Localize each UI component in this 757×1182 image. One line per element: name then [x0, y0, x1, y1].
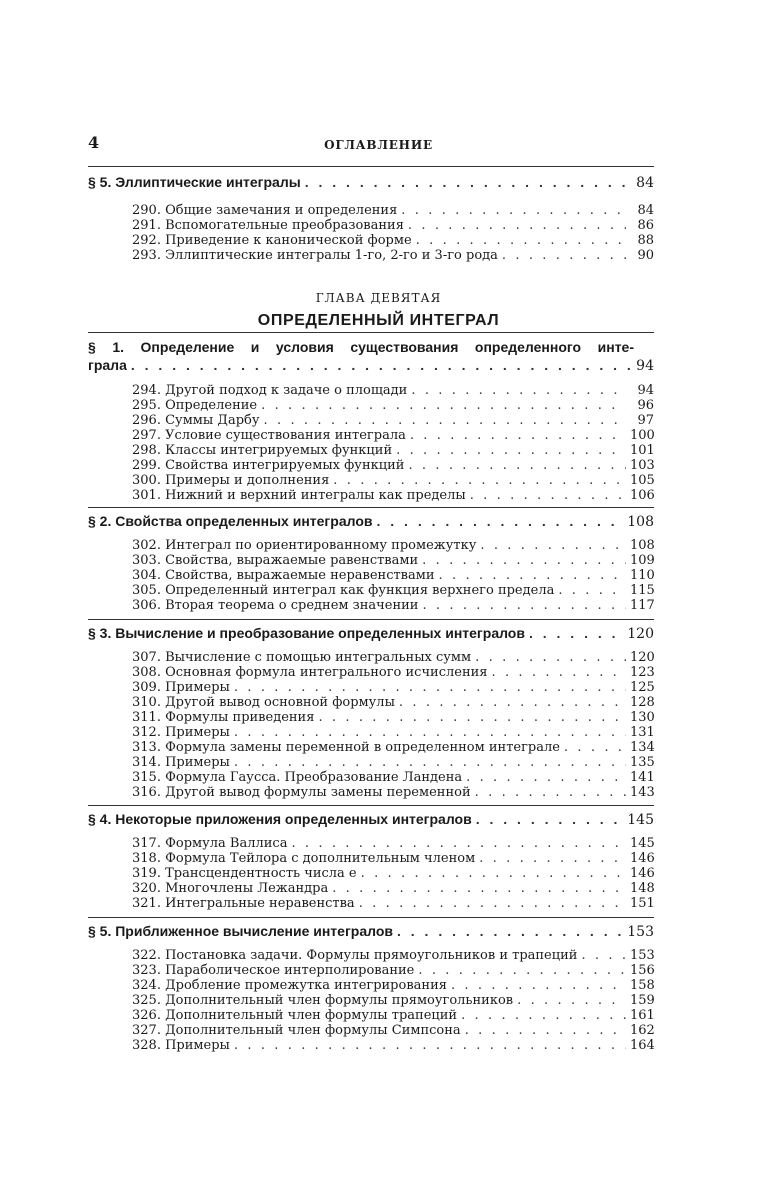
- toc-entry[interactable]: [132, 836, 654, 851]
- entry-page: 151: [630, 896, 655, 911]
- entry-number: 303.: [132, 553, 161, 568]
- entry-title: Другой вывод формулы замены переменной: [165, 785, 471, 800]
- entry-title: Интеграл по ориентированному промежутку: [165, 538, 477, 553]
- dot-leader: [461, 1008, 626, 1023]
- toc-entry[interactable]: [132, 896, 654, 911]
- toc-entry[interactable]: [132, 203, 654, 218]
- entry-page: 117: [630, 598, 655, 613]
- entry-title: Примеры: [165, 1038, 230, 1053]
- dot-leader: [475, 785, 626, 800]
- entry-title: Дополнительный член формулы трапеций: [165, 1008, 458, 1023]
- toc-entry[interactable]: [132, 993, 654, 1008]
- entry-title: Формула Валлиса: [165, 836, 288, 851]
- entry-number: 291.: [132, 218, 161, 233]
- entry-page: 141: [630, 770, 655, 785]
- entry-number: 313.: [132, 740, 161, 755]
- dot-leader: [529, 624, 623, 642]
- entry-number: 290.: [132, 203, 161, 218]
- entry-page: 143: [630, 785, 655, 800]
- entry-number: 315.: [132, 770, 161, 785]
- toc-entry[interactable]: [132, 383, 654, 398]
- entry-number: 296.: [132, 413, 161, 428]
- toc-section-5: [88, 922, 654, 1053]
- toc-entry[interactable]: [132, 725, 654, 740]
- dot-leader: [234, 680, 626, 695]
- entry-number: 327.: [132, 1023, 161, 1038]
- toc-entry[interactable]: [132, 583, 654, 598]
- dot-leader: [470, 488, 626, 503]
- toc-section-prev: [88, 173, 654, 263]
- entry-number: 310.: [132, 695, 161, 710]
- entry-number: 321.: [132, 896, 161, 911]
- dot-leader: [376, 512, 623, 530]
- toc-entry[interactable]: [132, 963, 654, 978]
- entry-title: Приведение к канонической форме: [165, 233, 412, 248]
- toc-section-4: [88, 810, 654, 911]
- entry-page: 161: [630, 1008, 655, 1023]
- dot-leader: [397, 922, 623, 940]
- section-divider: [88, 805, 654, 806]
- entry-number: 311.: [132, 710, 161, 725]
- section-title: § 2. Свойства определенных интегралов: [88, 513, 373, 529]
- toc-section-2: [88, 512, 654, 613]
- entry-number: 317.: [132, 836, 161, 851]
- toc-entry[interactable]: [132, 665, 654, 680]
- entry-page: 103: [630, 458, 655, 473]
- dot-leader: [465, 1023, 626, 1038]
- entry-page: 156: [630, 963, 655, 978]
- toc-entry[interactable]: [132, 458, 654, 473]
- toc-entry[interactable]: [132, 553, 654, 568]
- section-heading[interactable]: [88, 356, 654, 375]
- entry-page: 100: [630, 428, 655, 443]
- dot-leader: [491, 665, 626, 680]
- entry-title: Формула замены переменной в определенном интеграле: [165, 740, 560, 755]
- entry-page: 146: [630, 866, 655, 881]
- entry-title: Вычисление с помощью интегральных сумм: [165, 650, 472, 665]
- section-heading[interactable]: [88, 173, 654, 192]
- entry-page: 128: [630, 695, 655, 710]
- entry-number: 294.: [132, 383, 161, 398]
- dot-leader: [422, 553, 626, 568]
- toc-entry[interactable]: [132, 248, 654, 263]
- entry-number: 300.: [132, 473, 161, 488]
- toc-entry[interactable]: [132, 473, 654, 488]
- entry-page: 145: [630, 836, 655, 851]
- section-divider: [88, 166, 654, 167]
- entry-number: 299.: [132, 458, 161, 473]
- entry-page: 108: [630, 538, 655, 553]
- dot-leader: [264, 413, 626, 428]
- entry-title: Вспомогательные преобразования: [165, 218, 404, 233]
- dot-leader: [234, 725, 626, 740]
- entry-page: 158: [630, 978, 655, 993]
- entry-page: 115: [630, 583, 655, 598]
- section-title: § 5. Приближенное вычисление интегралов: [88, 923, 393, 939]
- entry-title: Другой подход к задаче о площади: [165, 383, 408, 398]
- chapter-title: ОПРЕДЕЛЕННЫЙ ИНТЕГРАЛ: [257, 312, 500, 329]
- entry-number: 293.: [132, 248, 161, 263]
- entry-page: 101: [630, 443, 655, 458]
- entry-page: 90: [637, 248, 654, 263]
- entry-page: 125: [630, 680, 655, 695]
- running-title: ОГЛАВЛЕНИЕ: [324, 138, 433, 152]
- section-page: 94: [636, 358, 654, 374]
- section-title: § 4. Некоторые приложения определенных интегралов: [88, 811, 472, 827]
- toc-entry[interactable]: [132, 398, 654, 413]
- toc-entry[interactable]: [132, 598, 654, 613]
- toc-entry[interactable]: [132, 851, 654, 866]
- dot-leader: [439, 568, 626, 583]
- entry-number: 307.: [132, 650, 161, 665]
- entry-page: 84: [637, 203, 654, 218]
- entry-page: 131: [630, 725, 655, 740]
- section-title: § 5. Эллиптические интегралы: [88, 174, 301, 190]
- toc-entry[interactable]: [132, 755, 654, 770]
- entry-title: Дополнительный член формулы прямоугольников: [165, 993, 514, 1008]
- section-page: 108: [627, 514, 654, 530]
- dot-leader: [318, 710, 626, 725]
- entry-title: Интегральные неравенства: [165, 896, 355, 911]
- entry-title: Классы интегрируемых функций: [165, 443, 393, 458]
- toc-entry[interactable]: [132, 978, 654, 993]
- entry-number: 316.: [132, 785, 161, 800]
- toc-entry[interactable]: [132, 428, 654, 443]
- toc-entry[interactable]: [132, 1038, 654, 1053]
- section-divider: [88, 619, 654, 620]
- entry-page: 96: [637, 398, 654, 413]
- entry-number: 324.: [132, 978, 161, 993]
- entry-title: Примеры: [165, 680, 230, 695]
- entry-title: Примеры и дополнения: [165, 473, 330, 488]
- toc-entry[interactable]: [132, 680, 654, 695]
- entry-number: 319.: [132, 866, 161, 881]
- entry-title: Свойства интегрируемых функций: [165, 458, 405, 473]
- section-heading[interactable]: [88, 624, 654, 643]
- toc-entry[interactable]: [132, 695, 654, 710]
- dot-leader: [234, 1038, 626, 1053]
- entry-title: Основная формула интегрального исчисления: [165, 665, 488, 680]
- toc-entry[interactable]: [132, 568, 654, 583]
- dot-leader: [261, 398, 626, 413]
- entry-page: 164: [630, 1038, 655, 1053]
- dot-leader: [291, 836, 626, 851]
- entry-title: Нижний и верхний интегралы как пределы: [165, 488, 466, 503]
- entry-title: Постановка задачи. Формулы прямоугольников и трапеций: [165, 948, 578, 963]
- entry-page: 162: [630, 1023, 655, 1038]
- toc-section-1: [88, 338, 654, 503]
- dot-leader: [476, 810, 624, 828]
- toc-entry[interactable]: [132, 218, 654, 233]
- dot-leader: [517, 993, 626, 1008]
- entry-number: 302.: [132, 538, 161, 553]
- entry-number: 308.: [132, 665, 161, 680]
- entry-number: 292.: [132, 233, 161, 248]
- dot-leader: [408, 218, 626, 233]
- entry-title: Дробление промежутка интегрирования: [165, 978, 447, 993]
- section-page: 120: [627, 626, 654, 642]
- dot-leader: [581, 948, 626, 963]
- toc-entry[interactable]: [132, 538, 654, 553]
- entry-page: 109: [630, 553, 655, 568]
- dot-leader: [333, 473, 626, 488]
- entry-page: 153: [630, 948, 655, 963]
- toc-entry[interactable]: [132, 443, 654, 458]
- entry-page: 123: [630, 665, 655, 680]
- entry-title: Примеры: [165, 725, 230, 740]
- entry-page: 134: [630, 740, 655, 755]
- entry-number: 298.: [132, 443, 161, 458]
- entry-number: 295.: [132, 398, 161, 413]
- entry-title: Многочлены Лежандра: [165, 881, 329, 896]
- toc-entry[interactable]: [132, 948, 654, 963]
- entry-title: Другой вывод основной формулы: [165, 695, 395, 710]
- entry-title: Параболическое интерполирование: [165, 963, 415, 978]
- entry-title: Вторая теорема о среднем значении: [165, 598, 419, 613]
- entry-number: 312.: [132, 725, 161, 740]
- dot-leader: [558, 583, 626, 598]
- entry-number: 309.: [132, 680, 161, 695]
- entry-number: 326.: [132, 1008, 161, 1023]
- dot-leader: [466, 770, 626, 785]
- entry-number: 323.: [132, 963, 161, 978]
- entry-page: 86: [637, 218, 654, 233]
- toc-entry[interactable]: [132, 881, 654, 896]
- toc-entry[interactable]: [132, 488, 654, 503]
- entry-page: 148: [630, 881, 655, 896]
- dot-leader: [422, 598, 626, 613]
- entry-page: 120: [630, 650, 655, 665]
- chapter-label: ГЛАВА ДЕВЯТАЯ: [315, 291, 442, 305]
- dot-leader: [410, 428, 626, 443]
- dot-leader: [411, 383, 626, 398]
- entry-title: Формулы приведения: [165, 710, 315, 725]
- page-number: 4: [88, 133, 100, 152]
- entry-number: 305.: [132, 583, 161, 598]
- entry-number: 304.: [132, 568, 161, 583]
- section-heading[interactable]: [88, 810, 654, 829]
- entry-page: 159: [630, 993, 655, 1008]
- entry-page: 88: [637, 233, 654, 248]
- entry-number: 322.: [132, 948, 161, 963]
- dot-leader: [418, 963, 626, 978]
- entry-page: 94: [637, 383, 654, 398]
- toc-entry[interactable]: [132, 413, 654, 428]
- dot-leader: [399, 695, 626, 710]
- section-divider: [88, 507, 654, 508]
- section-title-line1: § 1. Определение и условия существования определенного инте-: [88, 339, 634, 355]
- entry-page: 97: [637, 413, 654, 428]
- dot-leader: [332, 881, 626, 896]
- dot-leader: [564, 740, 626, 755]
- entry-title: Примеры: [165, 755, 230, 770]
- entry-number: 306.: [132, 598, 161, 613]
- section-page: 145: [627, 812, 654, 828]
- entry-page: 135: [630, 755, 655, 770]
- entry-page: 105: [630, 473, 655, 488]
- entry-page: 106: [630, 488, 655, 503]
- entry-page: 130: [630, 710, 655, 725]
- entry-title: Свойства, выражаемые неравенствами: [165, 568, 435, 583]
- section-page: 153: [627, 924, 654, 940]
- entry-title: Эллиптические интегралы 1-го, 2-го и 3-го рода: [165, 248, 498, 263]
- dot-leader: [234, 755, 626, 770]
- entry-number: 314.: [132, 755, 161, 770]
- entry-title: Дополнительный член формулы Симпсона: [165, 1023, 461, 1038]
- dot-leader: [451, 978, 626, 993]
- section-heading[interactable]: [88, 512, 654, 531]
- entry-title: Формула Гаусса. Преобразование Ландена: [165, 770, 463, 785]
- dot-leader: [361, 866, 626, 881]
- section-page: 84: [636, 175, 654, 191]
- entry-title: Общие замечания и определения: [165, 203, 398, 218]
- toc-entry[interactable]: [132, 1008, 654, 1023]
- entry-number: 297.: [132, 428, 161, 443]
- dot-leader: [408, 458, 626, 473]
- entry-number: 325.: [132, 993, 161, 1008]
- section-title: грала: [88, 357, 127, 373]
- toc-entry[interactable]: [132, 710, 654, 725]
- toc-entry[interactable]: [132, 785, 654, 800]
- toc-entry[interactable]: [132, 866, 654, 881]
- entry-title: Трансцендентность числа e: [165, 866, 357, 881]
- dot-leader: [359, 896, 626, 911]
- dot-leader: [416, 233, 626, 248]
- section-divider: [88, 917, 654, 918]
- entry-title: Определение: [165, 398, 258, 413]
- dot-leader: [479, 851, 626, 866]
- toc-entry[interactable]: [132, 1023, 654, 1038]
- dot-leader: [480, 538, 626, 553]
- dot-leader: [305, 173, 632, 191]
- dot-leader: [396, 443, 626, 458]
- toc-entry[interactable]: [132, 233, 654, 248]
- entry-page: 110: [630, 568, 655, 583]
- section-divider: [88, 332, 654, 333]
- dot-leader: [475, 650, 626, 665]
- toc-entry[interactable]: [132, 650, 654, 665]
- entry-title: Условие существования интеграла: [165, 428, 406, 443]
- entry-title: Суммы Дарбу: [165, 413, 260, 428]
- entry-number: 320.: [132, 881, 161, 896]
- toc-entry[interactable]: [132, 740, 654, 755]
- dot-leader: [401, 203, 626, 218]
- toc-entry[interactable]: [132, 770, 654, 785]
- section-title: § 3. Вычисление и преобразование определенных интегралов: [88, 625, 525, 641]
- dot-leader: [502, 248, 626, 263]
- entry-title: Свойства, выражаемые равенствами: [165, 553, 419, 568]
- entry-number: 318.: [132, 851, 161, 866]
- dot-leader: [131, 356, 632, 374]
- section-heading[interactable]: [88, 922, 654, 941]
- entry-number: 301.: [132, 488, 161, 503]
- entry-title: Формула Тейлора с дополнительным членом: [165, 851, 476, 866]
- entry-number: 328.: [132, 1038, 161, 1053]
- entry-title: Определенный интеграл как функция верхнего предела: [165, 583, 555, 598]
- entry-page: 146: [630, 851, 655, 866]
- toc-section-3: [88, 624, 654, 800]
